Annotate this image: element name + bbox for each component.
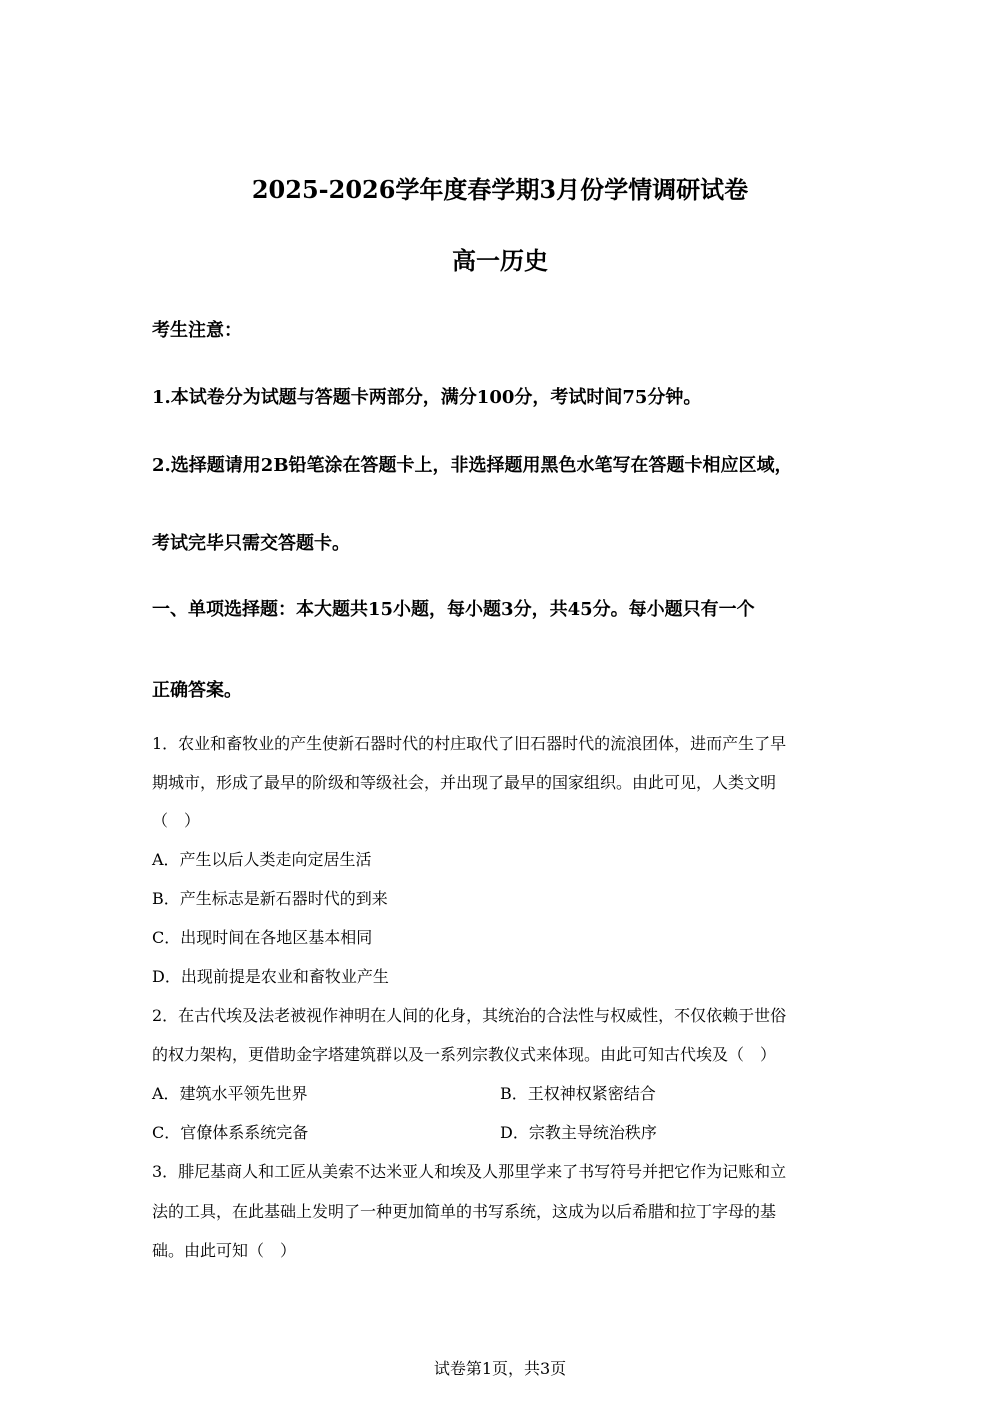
notice-item-1: 1.本试卷分为试题与答题卡两部分，满分100分，考试时间75分钟。 [152,387,702,408]
q1-option-c: C．出现时间在各地区基本相同 [152,928,373,947]
q2-stem-line-2: 的权力架构，更借助金字塔建筑群以及一系列宗教仪式来体现。由此可知古代埃及（ ） [152,1045,777,1064]
q2-option-d: D．宗教主导统治秩序 [500,1123,657,1142]
notice-heading: 考生注意： [152,320,242,341]
q3-stem-line-3: 础。由此可知（ ） [152,1241,297,1260]
q1-option-b: B．产生标志是新石器时代的到来 [152,889,388,908]
q3-stem-line-2: 法的工具，在此基础上发明了一种更加简单的书写系统，这成为以后希腊和拉丁字母的基 [152,1202,777,1221]
q1-stem-line-2: 期城市，形成了最早的阶级和等级社会，并出现了最早的国家组织。由此可见，人类文明 [152,773,777,792]
q3-stem-line-1: 3．腓尼基商人和工匠从美索不达米亚人和埃及人那里学来了书写符号并把它作为记账和立 [152,1162,787,1181]
section-heading-line-1: 一、单项选择题：本大题共15小题，每小题3分，共45分。每小题只有一个 [152,599,755,620]
exam-title: 2025-2026学年度春学期3月份学情调研试卷 [251,175,749,204]
section-heading-line-2: 正确答案。 [152,680,242,701]
q2-option-c: C．官僚体系系统完备 [152,1123,309,1142]
q2-stem-line-1: 2．在古代埃及法老被视作神明在人间的化身，其统治的合法性与权威性，不仅依赖于世俗 [152,1006,787,1025]
notice-item-2-line-2: 考试完毕只需交答题卡。 [152,533,350,554]
q2-option-b: B．王权神权紧密结合 [500,1084,656,1103]
q2-option-a: A．建筑水平领先世界 [152,1084,308,1103]
page-footer: 试卷第1页，共3页 [433,1359,567,1378]
subject-title: 高一历史 [452,246,548,275]
q1-option-d: D．出现前提是农业和畜牧业产生 [152,967,389,986]
q1-stem-line-3: （ ） [152,811,201,830]
q1-stem-line-1: 1．农业和畜牧业的产生使新石器时代的村庄取代了旧石器时代的流浪团体，进而产生了早 [152,734,787,753]
q1-option-a: A．产生以后人类走向定居生活 [152,850,372,869]
notice-item-2-line-1: 2.选择题请用2B铅笔涂在答题卡上，非选择题用黑色水笔写在答题卡相应区域， [152,455,793,476]
